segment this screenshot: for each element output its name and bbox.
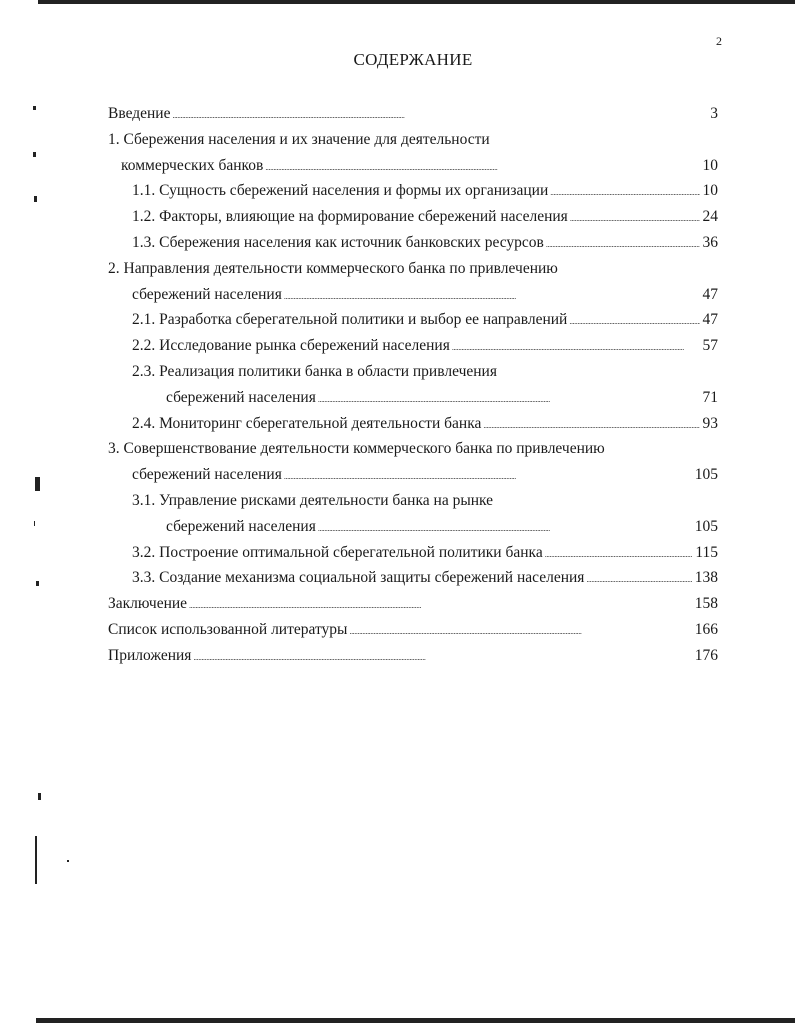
toc-entry-conclusion [108,591,718,617]
toc-label: сбережений населения [132,466,282,484]
toc-entry-3-2 [108,540,718,566]
scan-speck [34,196,37,202]
scan-speck [67,860,69,862]
scan-speck [33,152,36,157]
scan-border-bottom [36,1018,795,1023]
dot-leader [193,643,691,671]
toc-page: 93 [702,414,718,432]
toc-entry-appendices [108,643,718,669]
toc-page: 10 [702,156,718,174]
toc-page: 3 [710,105,718,122]
toc-entry-1-1 [108,178,718,204]
toc-page: 10 [702,182,718,200]
dot-leader [545,540,693,568]
dot-leader [318,385,700,413]
toc-entry-2-4 [108,411,718,437]
toc-entry-1-3 [108,230,718,256]
dot-leader [318,514,692,542]
toc-page: 57 [702,337,718,355]
toc-label: 3. Совершенствование деятельности коммерческого банка по привлечению [108,440,605,458]
toc-page: 138 [694,569,718,587]
toc-label: 3.3. Создание механизма социальной защиты сбережений населения [132,569,585,587]
toc-label: 3.2. Построение оптимальной сберегательной политики банка [132,543,543,561]
scan-line [35,836,37,884]
toc-entry-chapter-2 [108,256,718,282]
toc-label: 2.2. Исследование рынка сбережений населения [132,337,450,355]
toc-label: 3.1. Управление рисками деятельности банка на рынке [132,491,494,509]
dot-leader [483,411,699,439]
toc-entry-references [108,617,718,643]
dot-leader [569,307,699,335]
toc-entry-2-2 [108,333,718,359]
toc-label: сбережений населения [132,285,282,303]
toc-entry-3-1-cont [108,514,718,540]
toc-label: 1.3. Сбережения населения как источник банковских ресурсов [132,233,544,251]
toc-label: Список использованной литературы [108,620,348,638]
toc-entry-chapter-1-cont [108,153,718,179]
toc-entry-3-3 [108,565,718,591]
toc-page: 71 [702,388,718,406]
scan-border-top [38,0,795,4]
toc-page: 158 [694,595,718,613]
toc-page: 47 [702,311,718,329]
toc-label: сбережений населения [166,517,316,535]
toc-label: Введение [108,105,171,122]
toc-label: Заключение [108,595,188,613]
page-title: СОДЕРЖАНИЕ [353,50,473,69]
scan-speck [33,106,36,110]
toc-label: 1.2. Факторы, влияющие на формирование сбережений населения [132,208,568,226]
toc-label: 2.4. Мониторинг сберегательной деятельности банка [132,414,482,432]
toc-page: 47 [702,285,718,303]
toc-page: 105 [694,466,718,484]
dot-leader [452,333,700,361]
toc-page: 176 [694,646,718,664]
dot-leader [284,282,700,310]
toc-label: 2. Направления деятельности коммерческого банка по привлечению [108,259,558,277]
scan-speck [36,581,39,586]
toc-entry-chapter-1 [108,127,718,153]
dot-leader [546,230,700,258]
toc-label: Приложения [108,646,192,664]
dot-leader [586,565,691,593]
dot-leader [550,178,699,206]
toc-label: сбережений населения [166,388,316,406]
toc-page: 36 [702,233,718,251]
toc-entry-chapter-3-cont [108,462,718,488]
toc-label: коммерческих банков [121,156,264,174]
scan-speck [35,477,40,491]
toc-label: 2.3. Реализация политики банка в области привлечения [132,362,497,380]
toc-page: 105 [694,517,718,535]
toc-entry-2-3-cont [108,385,718,411]
scan-speck [34,521,35,526]
toc-label: 1. Сбережения населения и их значение для деятельности [108,130,490,148]
dot-leader [284,462,692,490]
toc-entry-2-3 [108,359,718,385]
page-number: 2 [716,34,722,48]
scan-speck [38,793,41,800]
toc-entry-chapter-3 [108,436,718,462]
table-of-contents [108,101,718,669]
toc-entry-2-1 [108,307,718,333]
toc-entry-chapter-2-cont [108,282,718,308]
toc-page: 166 [694,620,718,638]
dot-leader [172,101,707,129]
dot-leader [349,617,691,645]
toc-entry-3-1 [108,488,718,514]
dot-leader [265,153,699,181]
toc-entry-introduction [108,101,718,127]
toc-label: 1.1. Сущность сбережений населения и формы их организации [132,182,549,200]
toc-label: 2.1. Разработка сберегательной политики и выбор ее направлений [132,311,568,329]
toc-entry-1-2 [108,204,718,230]
dot-leader [189,591,692,619]
toc-page: 115 [695,543,718,561]
dot-leader [570,204,700,232]
toc-page: 24 [702,208,718,226]
